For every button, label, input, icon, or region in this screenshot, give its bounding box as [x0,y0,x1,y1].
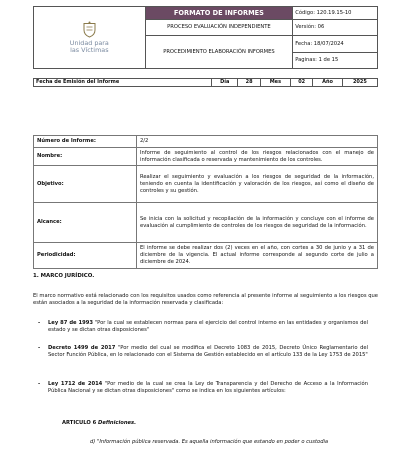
year-label: Año [313,79,343,87]
article-quote: d) "Información pública reservada. Es aquella información que estando en poder o custodia [90,439,329,445]
logo-cell [34,7,146,69]
law-item: - Ley 1712 de 2014 "Por medio de la cual se crea la Ley de Transparencia y del Derecho de Acceso a la Información Pública Nacional y se dictan otras disposiciones" como se indica en los siguientes artículos: [38,381,368,394]
procedure-name: PROCEDIMIENTO ELABORACIÓN INFORMES [145,36,293,69]
logo-text: Unidad para las Víctimas [69,38,109,54]
law-item: - Ley 87 de 1993 "Por la cual se establecen normas para el ejercicio del control interno en las entidades y organismos del estado y se dictan otras disposiciones" [38,320,368,333]
day-value: 28 [238,79,260,87]
document-date: Fecha: 18/07/2024 [293,36,378,52]
scope-text: Se inicia con la solicitud y recopilación de la información y concluye con el informe de evaluación al cumplimiento de controles de los riesgos de seguridad de la información. [137,203,378,243]
document-title: FORMATO DE INFORMES [145,7,293,20]
issue-date-row [33,78,378,87]
document-code: Código: 120.19.15-10 [293,7,378,20]
coat-of-arms-icon [82,21,97,38]
month-label: Mes [260,79,290,87]
document-header [33,6,378,69]
issue-date-label: Fecha de Emisión del Informe [34,79,212,87]
law-item: - Decreto 1499 de 2017 "Por medio del cual se modifica el Decreto 1083 de 2015, Decreto Único Reglamentario del Sector Función Pública, en lo relacionado con el Sistema de Gestión establecido en el artículo 133 de la Ley 1753 de 2015" [38,345,369,358]
document-version: Versión: 06 [293,20,378,36]
periodicity-text: El informe se debe realizar dos (2) veces en el año, con cortes a 30 de junio y a 31 de diciembre de la vigencia. El actual informe corresponde al segundo corte de julio a diciembre de 2024. [137,243,378,268]
report-number: 2/2 [137,136,378,148]
objective-text: Realizar el seguimiento y evaluación a los riesgos de seguridad de la información, teniendo en cuenta la identificación y valoración de los riesgos, así como el diseño de controles y su gestión. [137,166,378,203]
day-label: Día [212,79,238,87]
section-title: 1. MARCO JURÍDICO. [33,273,95,279]
month-value: 02 [291,79,313,87]
year-value: 2025 [342,79,377,87]
report-info-table [33,135,378,269]
process-name: PROCESO EVALUACIÓN INDEPENDIENTE [145,20,293,36]
article-heading: ARTICULO 6 Definiciones. [62,420,137,426]
periodicity-label: Periodicidad: [34,243,137,268]
intro-paragraph: El marco normativo está relacionado con los requisitos usados como referencia al presente informe al seguimiento a los riesgos que están asociados a la seguridad de la información reservada y clasificada: [33,293,378,306]
report-name-label: Nombre: [34,147,137,166]
report-number-label: Número de Informe: [34,136,137,148]
document-pages: Paginas: 1 de 15 [293,52,378,68]
scope-label: Alcance: [34,203,137,243]
objective-label: Objetivo: [34,166,137,203]
report-name: Informe de seguimiento al control de los riesgos relacionados con el manejo de información clasificada o reservada y mantenimiento de los controles. [137,147,378,166]
